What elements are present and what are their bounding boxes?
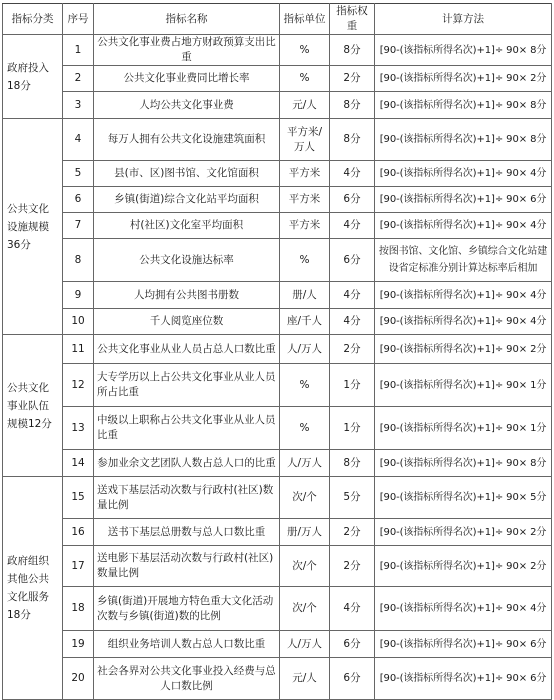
row-number: 19 — [63, 631, 94, 658]
indicator-unit: % — [280, 66, 330, 92]
indicator-weight: 1分 — [330, 364, 375, 407]
table-row — [3, 213, 552, 239]
row-number: 14 — [63, 450, 94, 477]
indicator-name: 送电影下基层活动次数与行政村(社区)数量比例 — [94, 546, 280, 587]
calculation-method: [90-(该指标所得名次)+1]÷ 90× 4分 — [375, 309, 552, 335]
indicator-weight: 2分 — [330, 66, 375, 92]
indicator-unit: % — [280, 35, 330, 66]
row-number: 4 — [63, 119, 94, 161]
indicator-weight: 2分 — [330, 519, 375, 546]
indicator-unit: 册/人 — [280, 282, 330, 309]
indicator-name: 县(市、区)图书馆、文化馆面积 — [94, 161, 280, 187]
row-number: 13 — [63, 407, 94, 450]
indicator-unit: 元/人 — [280, 92, 330, 119]
table-row — [3, 519, 552, 546]
calculation-method: [90-(该指标所得名次)+1]÷ 90× 2分 — [375, 66, 552, 92]
header-weight: 指标权重 — [330, 4, 375, 35]
indicator-unit: 次/个 — [280, 477, 330, 519]
indicator-weight: 8分 — [330, 35, 375, 66]
table-row — [3, 119, 552, 161]
indicator-unit: % — [280, 407, 330, 450]
calculation-method: [90-(该指标所得名次)+1]÷ 90× 5分 — [375, 477, 552, 519]
table-row — [3, 587, 552, 631]
category-other-services: 政府组织其他公共文化服务18分 — [3, 477, 63, 700]
indicator-unit: 人/万人 — [280, 335, 330, 364]
indicator-name: 千人阅览座位数 — [94, 309, 280, 335]
header-category: 指标分类 — [3, 4, 63, 35]
indicator-unit: 座/千人 — [280, 309, 330, 335]
indicator-unit: 次/个 — [280, 587, 330, 631]
indicator-name: 社会各界对公共文化事业投入经费与总人口数比例 — [94, 658, 280, 700]
row-number: 12 — [63, 364, 94, 407]
row-number: 5 — [63, 161, 94, 187]
indicator-weight: 6分 — [330, 658, 375, 700]
indicator-unit: 平方米 — [280, 213, 330, 239]
indicator-unit: 人/万人 — [280, 631, 330, 658]
indicator-unit: % — [280, 364, 330, 407]
calculation-method: [90-(该指标所得名次)+1]÷ 90× 8分 — [375, 92, 552, 119]
indicator-weight: 2分 — [330, 546, 375, 587]
table-row — [3, 161, 552, 187]
row-number: 6 — [63, 187, 94, 213]
indicator-name: 公共文化事业费占地方财政预算支出比重 — [94, 35, 280, 66]
row-number: 18 — [63, 587, 94, 631]
header-name: 指标名称 — [94, 4, 280, 35]
indicator-unit: 平方米/万人 — [280, 119, 330, 161]
indicator-name: 参加业余文艺团队人数占总人口的比重 — [94, 450, 280, 477]
row-number: 8 — [63, 239, 94, 282]
table-row — [3, 187, 552, 213]
calculation-method: [90-(该指标所得名次)+1]÷ 90× 4分 — [375, 282, 552, 309]
calculation-method: [90-(该指标所得名次)+1]÷ 90× 8分 — [375, 35, 552, 66]
indicator-name: 中级以上职称占公共文化事业从业人员比重 — [94, 407, 280, 450]
calculation-method: [90-(该指标所得名次)+1]÷ 90× 4分 — [375, 161, 552, 187]
indicator-unit: 平方米 — [280, 187, 330, 213]
indicator-weight: 4分 — [330, 213, 375, 239]
indicator-unit: 人/万人 — [280, 450, 330, 477]
table-row — [3, 92, 552, 119]
table-row — [3, 546, 552, 587]
row-number: 2 — [63, 66, 94, 92]
calculation-method: [90-(该指标所得名次)+1]÷ 90× 6分 — [375, 187, 552, 213]
indicator-weight: 4分 — [330, 587, 375, 631]
calculation-method: [90-(该指标所得名次)+1]÷ 90× 6分 — [375, 631, 552, 658]
calculation-method: [90-(该指标所得名次)+1]÷ 90× 2分 — [375, 546, 552, 587]
indicator-weight: 6分 — [330, 187, 375, 213]
indicator-weight: 6分 — [330, 239, 375, 282]
indicator-weight: 4分 — [330, 309, 375, 335]
indicator-table — [2, 3, 552, 700]
row-number: 11 — [63, 335, 94, 364]
table-row — [3, 407, 552, 450]
calculation-method: [90-(该指标所得名次)+1]÷ 90× 1分 — [375, 364, 552, 407]
calculation-method: [90-(该指标所得名次)+1]÷ 90× 2分 — [375, 519, 552, 546]
calculation-method: [90-(该指标所得名次)+1]÷ 90× 2分 — [375, 335, 552, 364]
table-row — [3, 35, 552, 66]
row-number: 7 — [63, 213, 94, 239]
row-number: 3 — [63, 92, 94, 119]
indicator-unit: % — [280, 239, 330, 282]
indicator-name: 乡镇(街道)综合文化站平均面积 — [94, 187, 280, 213]
row-number: 20 — [63, 658, 94, 700]
table-row — [3, 309, 552, 335]
indicator-name: 组织业务培训人数占总人口数比重 — [94, 631, 280, 658]
indicator-name: 人均拥有公共图书册数 — [94, 282, 280, 309]
category-facility-scale: 公共文化设施规模36分 — [3, 119, 63, 335]
table-row — [3, 239, 552, 282]
category-staff-scale: 公共文化事业队伍规模12分 — [3, 335, 63, 477]
indicator-weight: 8分 — [330, 119, 375, 161]
indicator-weight: 4分 — [330, 161, 375, 187]
row-number: 16 — [63, 519, 94, 546]
row-number: 1 — [63, 35, 94, 66]
header-method: 计算方法 — [375, 4, 552, 35]
indicator-weight: 8分 — [330, 450, 375, 477]
indicator-name: 公共文化设施达标率 — [94, 239, 280, 282]
row-number: 10 — [63, 309, 94, 335]
table-row — [3, 66, 552, 92]
indicator-name: 乡镇(街道)开展地方特色重大文化活动次数与乡镇(街道)数的比例 — [94, 587, 280, 631]
indicator-name: 人均公共文化事业费 — [94, 92, 280, 119]
indicator-weight: 5分 — [330, 477, 375, 519]
table-row — [3, 658, 552, 700]
indicator-name: 大专学历以上占公共文化事业从业人员所占比重 — [94, 364, 280, 407]
indicator-unit: 册/万人 — [280, 519, 330, 546]
indicator-weight: 4分 — [330, 282, 375, 309]
row-number: 15 — [63, 477, 94, 519]
calculation-method: [90-(该指标所得名次)+1]÷ 90× 1分 — [375, 407, 552, 450]
table-row — [3, 631, 552, 658]
indicator-unit: 次/个 — [280, 546, 330, 587]
category-government-investment: 政府投入18分 — [3, 35, 63, 119]
row-number: 17 — [63, 546, 94, 587]
indicator-name: 公共文化事业从业人员占总人口数比重 — [94, 335, 280, 364]
calculation-method: [90-(该指标所得名次)+1]÷ 90× 8分 — [375, 450, 552, 477]
indicator-weight: 8分 — [330, 92, 375, 119]
table-row — [3, 450, 552, 477]
indicator-name: 每万人拥有公共文化设施建筑面积 — [94, 119, 280, 161]
indicator-name: 公共文化事业费同比增长率 — [94, 66, 280, 92]
header-number: 序号 — [63, 4, 94, 35]
indicator-unit: 平方米 — [280, 161, 330, 187]
indicator-name: 送戏下基层活动次数与行政村(社区)数量比例 — [94, 477, 280, 519]
calculation-method: [90-(该指标所得名次)+1]÷ 90× 6分 — [375, 658, 552, 700]
table-row — [3, 364, 552, 407]
indicator-weight: 1分 — [330, 407, 375, 450]
header-row — [3, 4, 552, 35]
row-number: 9 — [63, 282, 94, 309]
indicator-unit: 元/人 — [280, 658, 330, 700]
calculation-method: [90-(该指标所得名次)+1]÷ 90× 4分 — [375, 213, 552, 239]
calculation-method: 按图书馆、文化馆、乡镇综合文化站建设省定标准分别计算达标率后相加 — [375, 239, 552, 282]
indicator-name: 村(社区)文化室平均面积 — [94, 213, 280, 239]
indicator-weight: 2分 — [330, 335, 375, 364]
calculation-method: [90-(该指标所得名次)+1]÷ 90× 4分 — [375, 587, 552, 631]
table-row — [3, 477, 552, 519]
indicator-weight: 6分 — [330, 631, 375, 658]
header-unit: 指标单位 — [280, 4, 330, 35]
indicator-name: 送书下基层总册数与总人口数比重 — [94, 519, 280, 546]
table-row — [3, 282, 552, 309]
calculation-method: [90-(该指标所得名次)+1]÷ 90× 8分 — [375, 119, 552, 161]
table-row — [3, 335, 552, 364]
